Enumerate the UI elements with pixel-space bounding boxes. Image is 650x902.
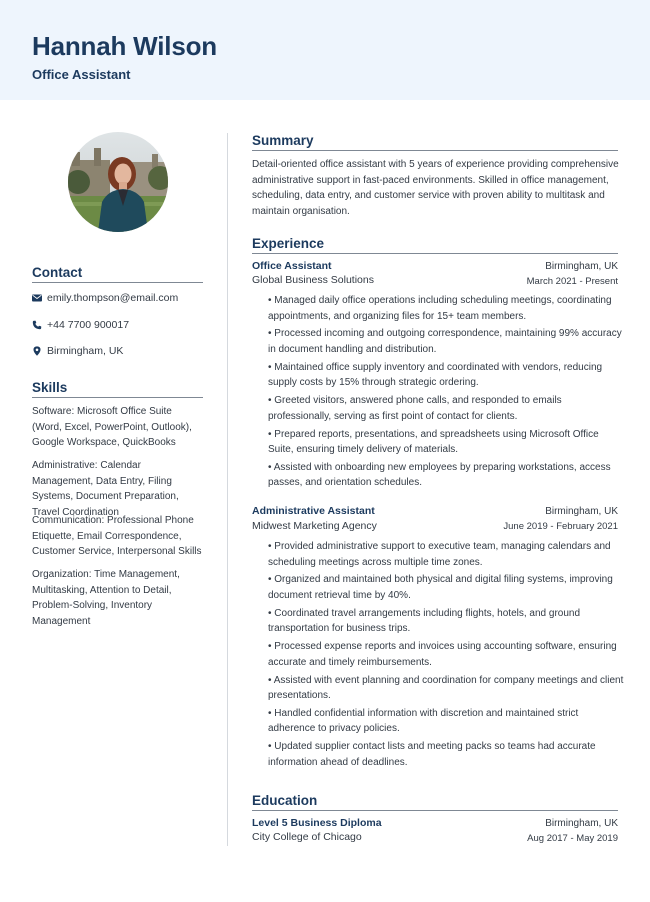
contact-phone[interactable] bbox=[32, 319, 129, 331]
column-divider bbox=[227, 133, 228, 846]
job-title: Office Assistant bbox=[252, 260, 332, 272]
education-rule bbox=[252, 810, 618, 811]
education-degree: Level 5 Business Diploma bbox=[252, 817, 382, 829]
summary-heading: Summary bbox=[252, 133, 314, 148]
contact-location bbox=[32, 345, 123, 357]
list-item: • Assisted with onboarding new employees by preparing workstations, access passes, and orientation schedules. bbox=[268, 461, 611, 489]
contact-heading: Contact bbox=[32, 265, 83, 280]
skill-group-organization: Organization: Time Management, Multitasking, Attention to Detail, Problem-Solving, Inventory Management bbox=[32, 569, 180, 627]
job-dates: June 2019 - February 2021 bbox=[503, 521, 618, 532]
education-school: City College of Chicago bbox=[252, 831, 362, 843]
skill-group-administrative: Administrative: Calendar Management, Data Entry, Filing Systems, Document Preparation, Travel Coordination bbox=[32, 460, 179, 518]
contact-location-text: Birmingham, UK bbox=[47, 345, 124, 357]
envelope-icon bbox=[32, 293, 42, 303]
contact-phone-text: +44 7700 900017 bbox=[47, 319, 130, 331]
contact-email[interactable] bbox=[32, 292, 178, 304]
map-pin-icon bbox=[32, 346, 42, 356]
list-item: • Processed incoming and outgoing correspondence, maintaining 99% accuracy in document handling and distribution. bbox=[268, 328, 622, 355]
experience-heading: Experience bbox=[252, 236, 325, 251]
header-band bbox=[0, 0, 650, 100]
experience-rule bbox=[252, 253, 618, 254]
contact-rule bbox=[32, 282, 203, 283]
contact-email-text: emily.thompson@email.com bbox=[47, 292, 179, 304]
list-item: • Maintained office supply inventory and coordinated with vendors, reducing supply costs by 15% through strategic ordering. bbox=[268, 361, 603, 389]
skills-rule bbox=[32, 397, 203, 398]
summary-rule bbox=[252, 150, 618, 151]
job-bullets bbox=[268, 539, 624, 773]
list-item: • Assisted with event planning and coordination for company meetings and client presentations. bbox=[268, 674, 624, 702]
job-location: Birmingham, UK bbox=[545, 261, 618, 272]
phone-icon bbox=[32, 320, 42, 330]
candidate-name: Hannah Wilson bbox=[32, 31, 217, 61]
job-title: Administrative Assistant bbox=[252, 505, 375, 517]
job-dates: March 2021 - Present bbox=[526, 276, 618, 287]
skill-group-software: Software: Microsoft Office Suite (Word, Excel, PowerPoint, Outlook), Google Workspace, QuickBooks bbox=[32, 406, 192, 448]
list-item: • Coordinated travel arrangements including flights, hotels, and ground transportation for business trips. bbox=[268, 607, 581, 635]
list-item: • Provided administrative support to executive team, managing calendars and scheduling meetings across multiple time zones. bbox=[268, 541, 611, 568]
skills-heading: Skills bbox=[32, 380, 68, 395]
job-bullets bbox=[268, 293, 624, 493]
list-item: • Updated supplier contact lists and meeting packs so teams had accurate information ahead of deadlines. bbox=[268, 741, 596, 768]
job-company: Global Business Solutions bbox=[252, 274, 374, 286]
skill-group-communication: Communication: Professional Phone Etiquette, Email Correspondence, Customer Service, Interpersonal Skills bbox=[32, 515, 202, 557]
list-item: • Managed daily office operations including scheduling meetings, coordinating appointments, and organizing files for 15+ team members. bbox=[268, 295, 612, 322]
summary-text: Detail-oriented office assistant with 5 years of experience providing comprehensive administrative support in fast-paced environments. Skilled in office management, scheduling, data entry, and customer service with proven ability to multitask and maintain organisation. bbox=[252, 159, 619, 218]
list-item: • Organized and maintained both physical and digital filing systems, improving document retrieval time by 40%. bbox=[268, 574, 613, 601]
education-location: Birmingham, UK bbox=[545, 818, 618, 829]
job-location: Birmingham, UK bbox=[545, 506, 618, 517]
education-dates: Aug 2017 - May 2019 bbox=[527, 833, 618, 844]
job-company: Midwest Marketing Agency bbox=[252, 520, 377, 532]
education-heading: Education bbox=[252, 793, 318, 808]
list-item: • Prepared reports, presentations, and spreadsheets using Microsoft Office Suite, ensuring timely delivery of materials. bbox=[268, 428, 599, 456]
profile-photo bbox=[68, 132, 168, 232]
list-item: • Greeted visitors, answered phone calls, and responded to emails professionally, serving as first point of contact for clients. bbox=[268, 395, 562, 422]
candidate-role: Office Assistant bbox=[32, 67, 131, 82]
list-item: • Handled confidential information with discretion and maintained strict adherence to privacy policies. bbox=[268, 707, 579, 735]
list-item: • Processed expense reports and invoices using accounting software, ensuring accurate and timely reimbursements. bbox=[268, 641, 617, 668]
